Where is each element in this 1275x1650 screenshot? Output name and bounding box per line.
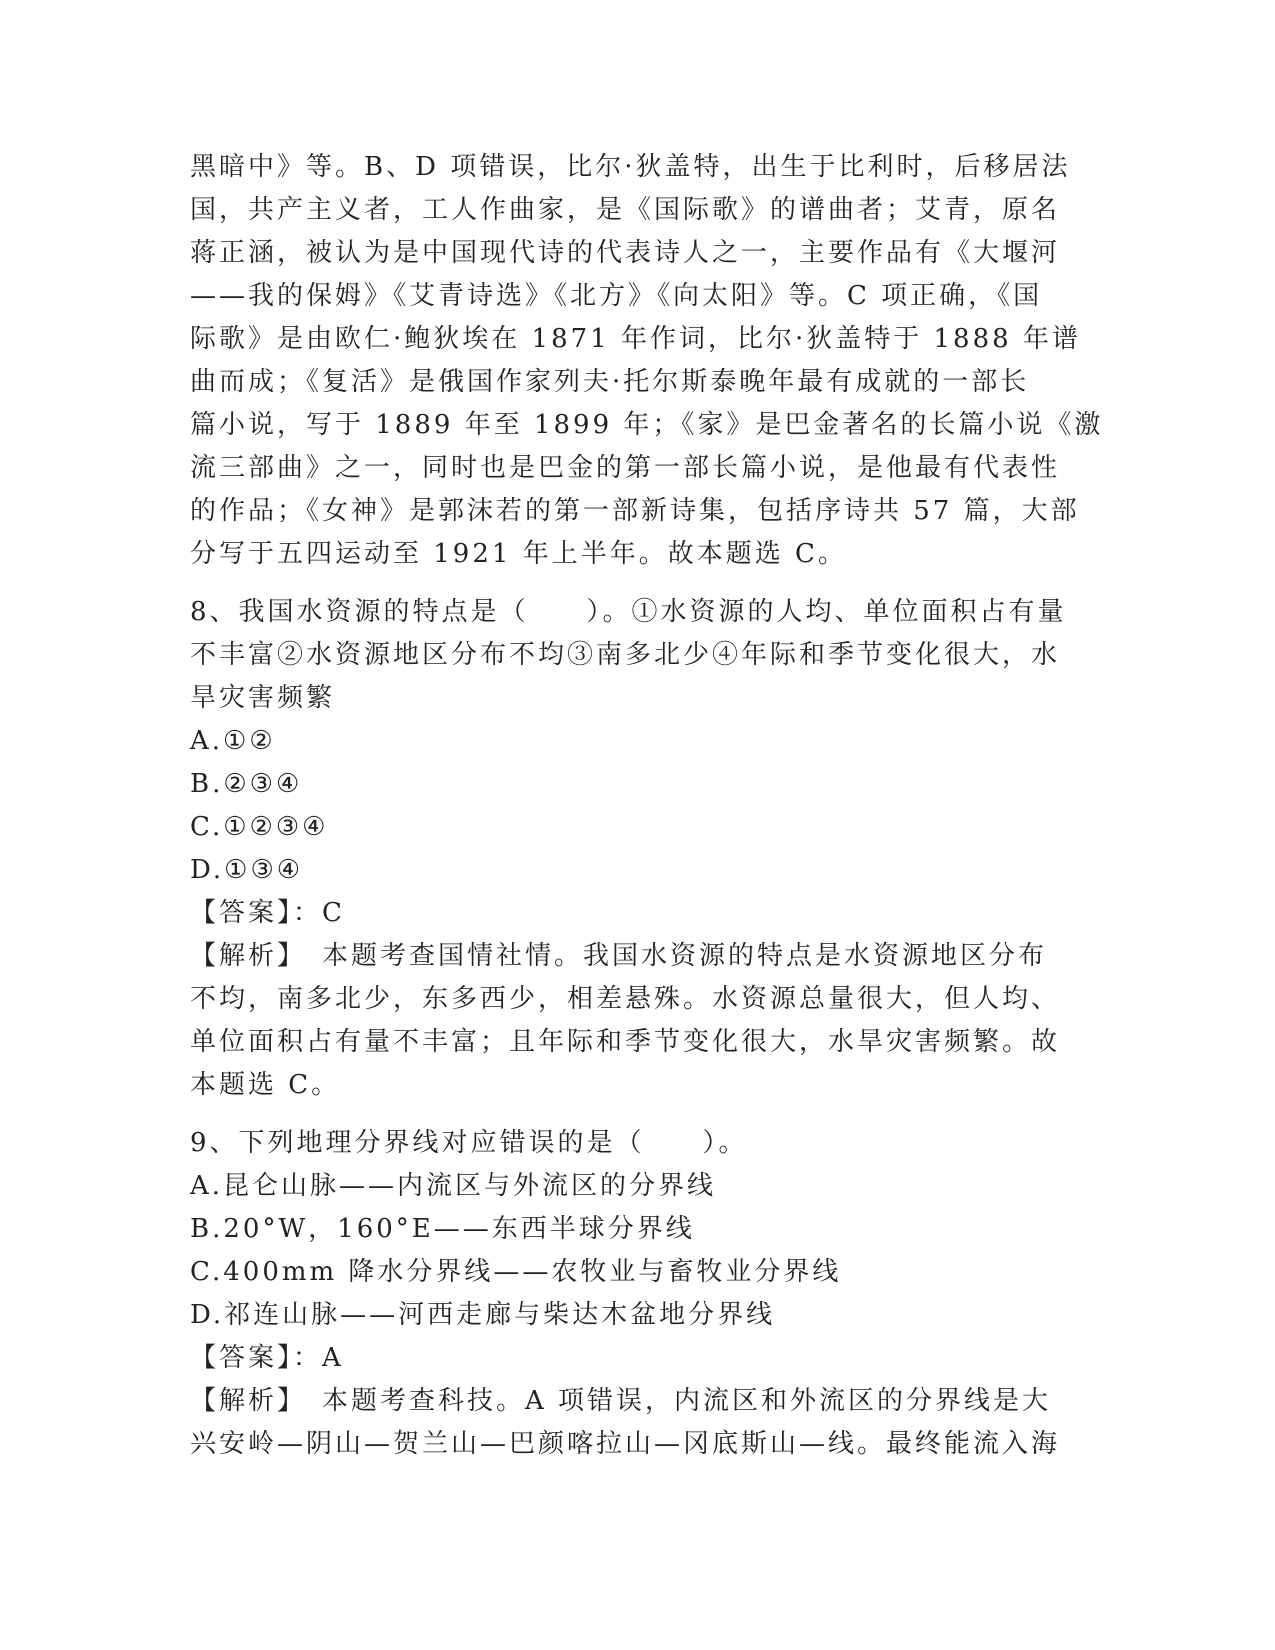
text-line-explanation-7: 曲而成；《复活》是俄国作家列夫·托尔斯泰晚年最有成就的一部长 <box>190 367 1030 397</box>
question-8-explanation: 本题选 C。 <box>190 1070 341 1100</box>
question-9-explanation: 【解析】 本题考查科技。A 项错误，内流区和外流区的分界线是大 <box>190 1386 1052 1416</box>
question-8-stem: 旱灾害频繁 <box>190 683 336 713</box>
question-9-option-a: A.昆仑山脉——内流区与外流区的分界线 <box>190 1171 717 1201</box>
text-line-explanation-7: 蒋正涵，被认为是中国现代诗的代表诗人之一，主要作品有《大堰河 <box>190 238 1061 268</box>
question-9-option-d: D.祁连山脉——河西走廊与柴达木盆地分界线 <box>190 1300 776 1330</box>
text-line-explanation-7: 的作品；《女神》是郭沫若的第一部新诗集，包括序诗共 57 篇，大部 <box>190 496 1080 526</box>
text-line-explanation-7: 分写于五四运动至 1921 年上半年。故本题选 C。 <box>190 539 847 569</box>
question-8-stem: 不丰富②水资源地区分布不均③南多北少④年际和季节变化很大，水 <box>190 640 1061 670</box>
question-9-option-c: C.400mm 降水分界线——农牧业与畜牧业分界线 <box>190 1257 842 1287</box>
text-line-explanation-7: 黑暗中》等。B、D 项错误，比尔·狄盖特，出生于比利时，后移居法 <box>190 152 1071 182</box>
question-9-option-b: B.20°W，160°E——东西半球分界线 <box>190 1214 695 1244</box>
text-line-explanation-7: 国，共产主义者，工人作曲家，是《国际歌》的谱曲者；艾青，原名 <box>190 195 1061 225</box>
question-8-option-d: D.①③④ <box>190 855 304 885</box>
text-line-explanation-7: 流三部曲》之一，同时也是巴金的第一部长篇小说，是他最有代表性 <box>190 453 1061 483</box>
text-line-explanation-7: 际歌》是由欧仁·鲍狄埃在 1871 年作词，比尔·狄盖特于 1888 年谱 <box>190 324 1081 354</box>
question-8-option-a: A.①② <box>190 726 276 756</box>
question-8-explanation: 【解析】 本题考查国情社情。我国水资源的特点是水资源地区分布 <box>190 941 1048 971</box>
text-line-explanation-7: 篇小说，写于 1889 年至 1899 年；《家》是巴金著名的长篇小说《激 <box>190 410 1104 440</box>
question-8-explanation: 单位面积占有量不丰富；且年际和季节变化很大，水旱灾害频繁。故 <box>190 1027 1061 1057</box>
question-8-stem: 8、我国水资源的特点是（ ）。①水资源的人均、单位面积占有量 <box>190 597 1067 627</box>
question-9-answer: 【答案】：A <box>190 1343 344 1373</box>
question-8-option-c: C.①②③④ <box>190 812 329 842</box>
question-8-explanation: 不均，南多北少，东多西少，相差悬殊。水资源总量很大，但人均、 <box>190 984 1061 1014</box>
question-8-option-b: B.②③④ <box>190 769 303 799</box>
question-9-stem: 9、下列地理分界线对应错误的是（ ）。 <box>190 1128 748 1158</box>
question-8-answer: 【答案】：C <box>190 898 345 928</box>
question-9-explanation: 兴安岭—阴山—贺兰山—巴颜喀拉山—冈底斯山—线。最终能流入海 <box>190 1429 1061 1459</box>
text-line-explanation-7: ——我的保姆》《艾青诗选》《北方》《向太阳》等。C 项正确，《国 <box>190 281 1043 311</box>
